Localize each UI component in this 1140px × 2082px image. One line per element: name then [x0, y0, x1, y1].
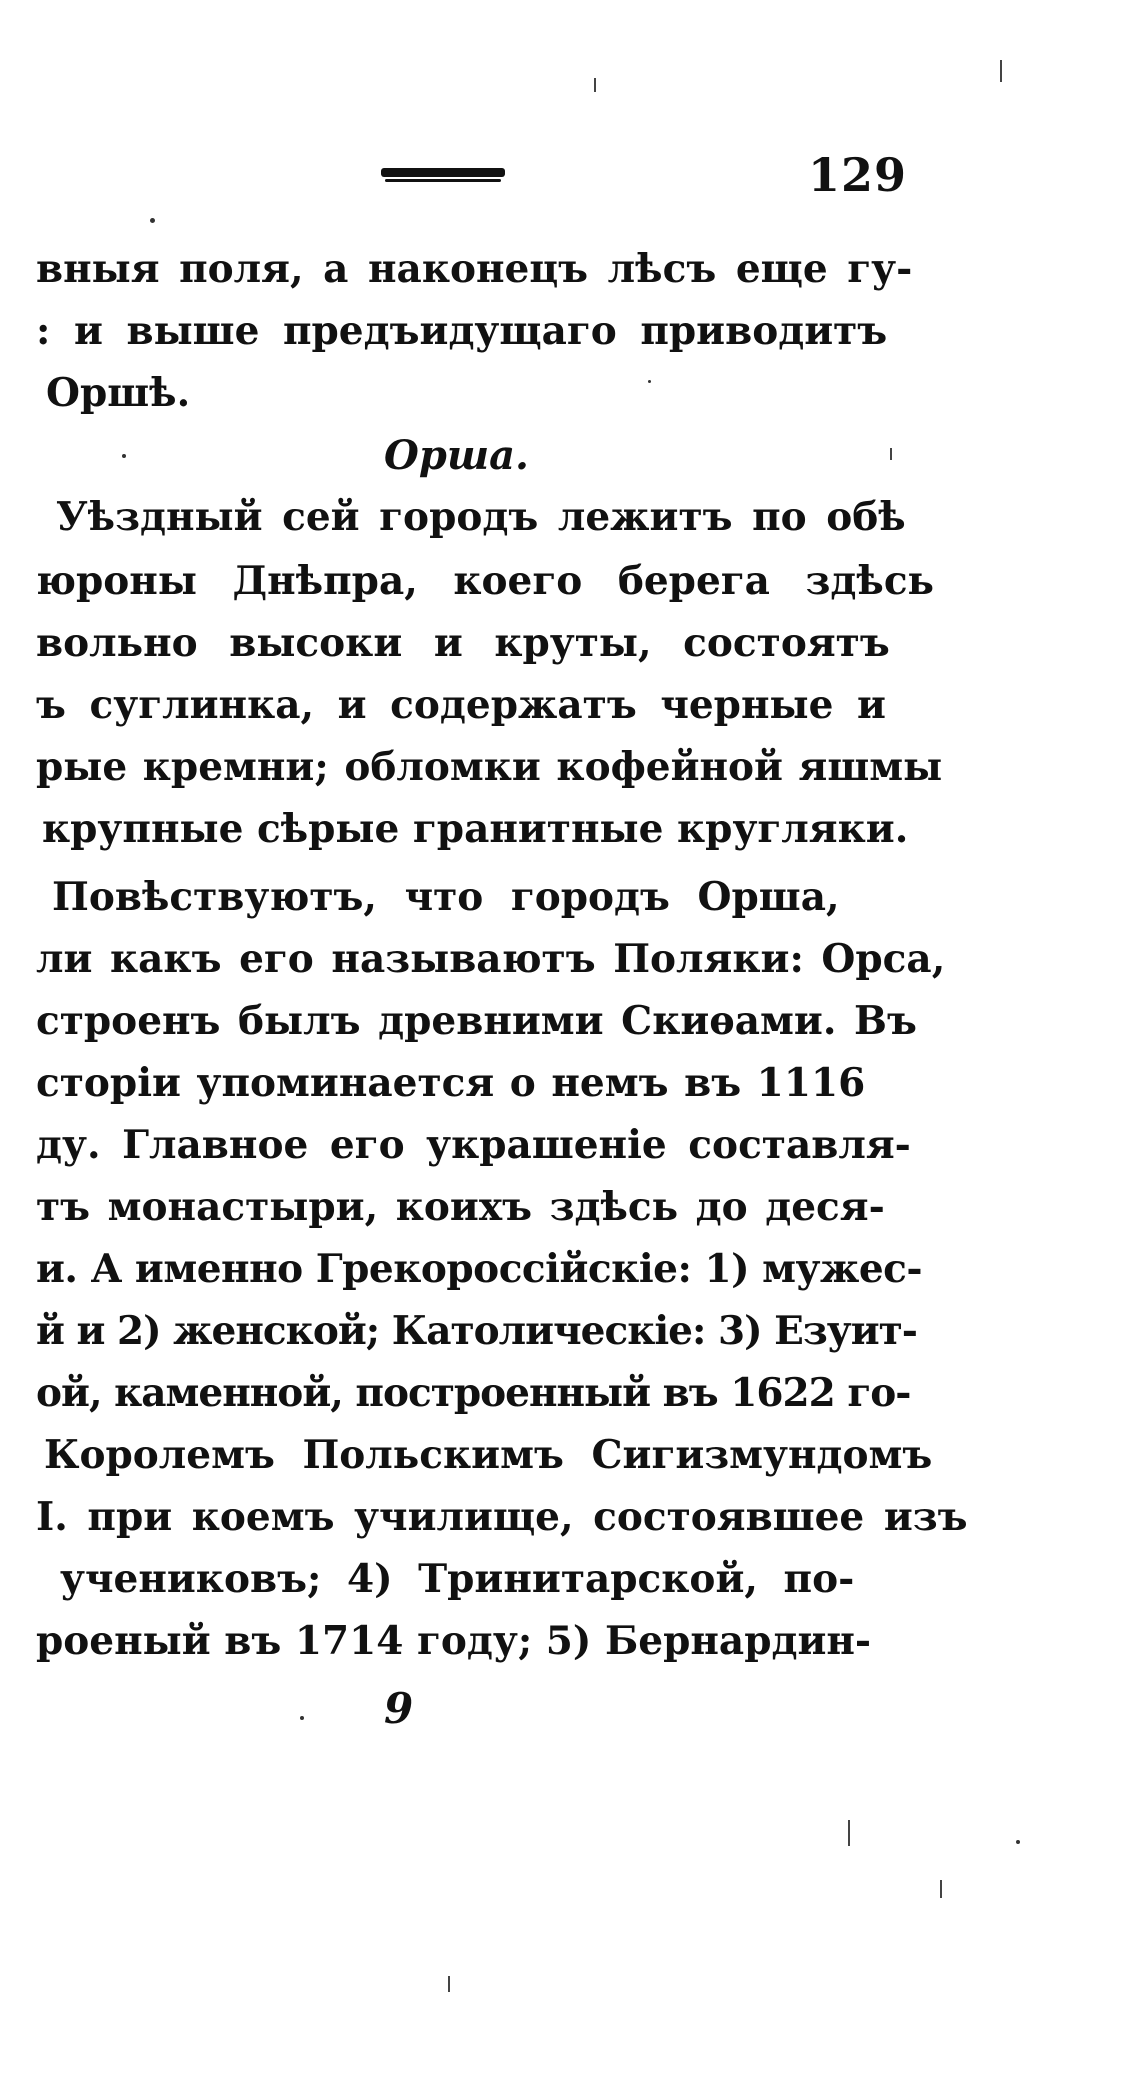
paper-mark [890, 448, 892, 460]
text-line: Уѣздный сей городъ лежитъ по обѣ [56, 494, 906, 540]
paper-speck [1016, 1840, 1020, 1844]
text-line: ъ суглинка, и содержатъ черные и [36, 682, 886, 728]
text-line: Повѣствуютъ, что городъ Орша, [52, 874, 840, 920]
text-line: учениковъ; 4) Тринитарской, по- [60, 1556, 855, 1602]
text-line: ли какъ его называютъ Поляки: Орса, [36, 936, 946, 982]
text-line: роеный въ 1714 году; 5) Бернардин- [36, 1618, 872, 1664]
text-line: вныя поля, а наконецъ лѣсъ еще гу- [36, 246, 913, 292]
text-line: вольно высоки и круты, состоятъ [36, 620, 890, 666]
paper-speck [648, 380, 651, 383]
text-line: ду. Главное его украшеніе составля- [36, 1122, 911, 1168]
signature-mark: 9 [384, 1684, 414, 1733]
text-line: й и 2) женской; Католическіе: 3) Езуит- [36, 1308, 917, 1354]
paper-mark [848, 1820, 850, 1846]
text-line: сторіи упоминается о немъ въ 1116 [36, 1060, 866, 1106]
paper-mark [940, 1880, 942, 1898]
section-heading: Орша. [384, 432, 529, 479]
text-line: рые кремни; обломки кофейной яшмы [36, 744, 943, 790]
text-line: крупные сѣрые гранитные кругляки. [42, 806, 909, 852]
text-line: ой, каменной, построенный въ 1622 го- [36, 1370, 911, 1416]
paper-mark [1000, 60, 1002, 82]
text-line: и. А именно Грекороссійскіе: 1) мужес- [36, 1246, 923, 1292]
header-ornament-rule [381, 168, 505, 177]
text-line: юроны Днѣпра, коего берега здѣсь [36, 558, 935, 604]
paper-mark [594, 78, 596, 92]
paper-mark [448, 1976, 450, 1992]
text-line: I. при коемъ училище, состоявшее изъ [36, 1494, 968, 1540]
text-line: : и выше предъидущаго приводитъ [36, 308, 888, 354]
paper-speck [122, 454, 126, 458]
text-line: строенъ былъ древними Скиѳами. Въ [36, 998, 917, 1044]
paper-speck [150, 218, 155, 223]
text-line: Оршѣ. [46, 370, 191, 416]
text-line: Королемъ Польскимъ Сигизмундомъ [44, 1432, 933, 1478]
page-number: 129 [808, 148, 908, 202]
text-line: тъ монастыри, коихъ здѣсь до деся- [36, 1184, 885, 1230]
paper-speck [300, 1716, 304, 1720]
